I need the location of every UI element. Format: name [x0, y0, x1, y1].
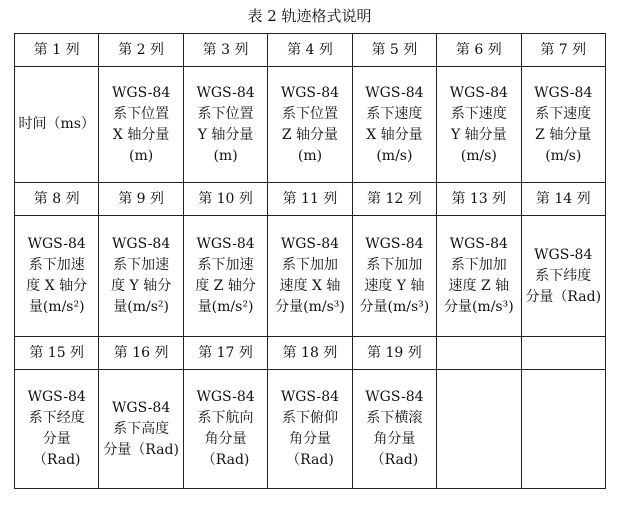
column-description-text: WGS-84 系下航向 角分量 （Rad): [196, 389, 255, 468]
column-description-text: WGS-84 系下加速 度 Y 轴分 量(m/s²): [111, 236, 172, 315]
description-row-1: [15, 67, 606, 183]
column-description: [268, 67, 352, 183]
column-description: [99, 216, 183, 337]
column-header: 第 1 列: [15, 34, 99, 67]
column-description-text: WGS-84 系下速度 Y 轴分量 (m/s): [449, 84, 508, 164]
column-header: 第 19 列: [352, 337, 436, 370]
trajectory-format-table: [14, 33, 606, 489]
column-description: [352, 370, 436, 489]
column-description: [99, 370, 183, 489]
column-description-text: WGS-84 系下经度 分量 （Rad): [27, 389, 86, 468]
column-description-text: WGS-84 系下纬度 分量（Rad): [525, 246, 602, 305]
column-header: 第 2 列: [99, 34, 183, 67]
column-header: 第 14 列: [521, 183, 605, 216]
header-row-2: [15, 183, 606, 216]
column-description: [183, 216, 267, 337]
column-header: 第 4 列: [268, 34, 352, 67]
column-description: [521, 216, 605, 337]
column-description-text: WGS-84 系下加加 速度 Y 轴 分量(m/s³): [359, 236, 430, 315]
empty-cell: [521, 370, 605, 489]
column-description: [268, 370, 352, 489]
column-description-text: WGS-84 系下位置 X 轴分量 (m): [112, 84, 171, 164]
empty-cell: [437, 370, 521, 489]
column-header: 第 17 列: [183, 337, 267, 370]
description-row-2: [15, 216, 606, 337]
column-header: 第 5 列: [352, 34, 436, 67]
column-header: 第 12 列: [352, 183, 436, 216]
column-description-text: WGS-84 系下横滚 角分量 （Rad): [365, 389, 424, 468]
column-description: [352, 216, 436, 337]
column-description-text: WGS-84 系下加速 度 X 轴分 量(m/s²): [26, 236, 88, 315]
column-description: [15, 216, 99, 337]
column-header: 第 11 列: [268, 183, 352, 216]
column-description: [437, 67, 521, 183]
column-description-text: WGS-84 系下俯仰 角分量 （Rad): [280, 389, 340, 468]
column-description: [268, 216, 352, 337]
column-header: 第 6 列: [437, 34, 521, 67]
column-description: [15, 67, 99, 183]
column-description: [183, 370, 267, 489]
column-header: 第 16 列: [99, 337, 183, 370]
column-description: [437, 216, 521, 337]
column-description: [15, 370, 99, 489]
column-description-text: 时间（ms）: [18, 116, 95, 132]
column-header: 第 18 列: [268, 337, 352, 370]
column-description-text: WGS-84 系下位置 Y 轴分量 (m): [196, 84, 255, 164]
column-header: 第 3 列: [183, 34, 267, 67]
column-description-text: WGS-84 系下高度 分量（Rad): [103, 399, 179, 458]
header-row-1: [15, 34, 606, 67]
column-description: [99, 67, 183, 183]
column-description-text: WGS-84 系下速度 Z 轴分量 (m/s): [534, 84, 593, 164]
description-row-3: [15, 370, 606, 489]
column-header: 第 15 列: [15, 337, 99, 370]
column-header: 第 10 列: [183, 183, 267, 216]
table-caption: 表 2 轨迹格式说明: [247, 7, 372, 25]
column-header: 第 9 列: [99, 183, 183, 216]
column-header: 第 13 列: [437, 183, 521, 216]
column-description-text: WGS-84 系下加速 度 Z 轴分 量(m/s²): [195, 236, 256, 315]
column-description-text: WGS-84 系下速度 X 轴分量 (m/s): [365, 84, 424, 164]
empty-cell: [521, 337, 605, 370]
column-description-text: WGS-84 系下加加 速度 Z 轴 分量(m/s³): [443, 236, 514, 315]
column-description: [521, 67, 605, 183]
column-header: 第 8 列: [15, 183, 99, 216]
column-header: 第 7 列: [521, 34, 605, 67]
column-description-text: WGS-84 系下位置 Z 轴分量 (m): [280, 84, 340, 164]
column-description: [352, 67, 436, 183]
header-row-3: [15, 337, 606, 370]
empty-cell: [437, 337, 521, 370]
column-description: [183, 67, 267, 183]
column-description-text: WGS-84 系下加加 速度 X 轴 分量(m/s³): [275, 236, 345, 315]
